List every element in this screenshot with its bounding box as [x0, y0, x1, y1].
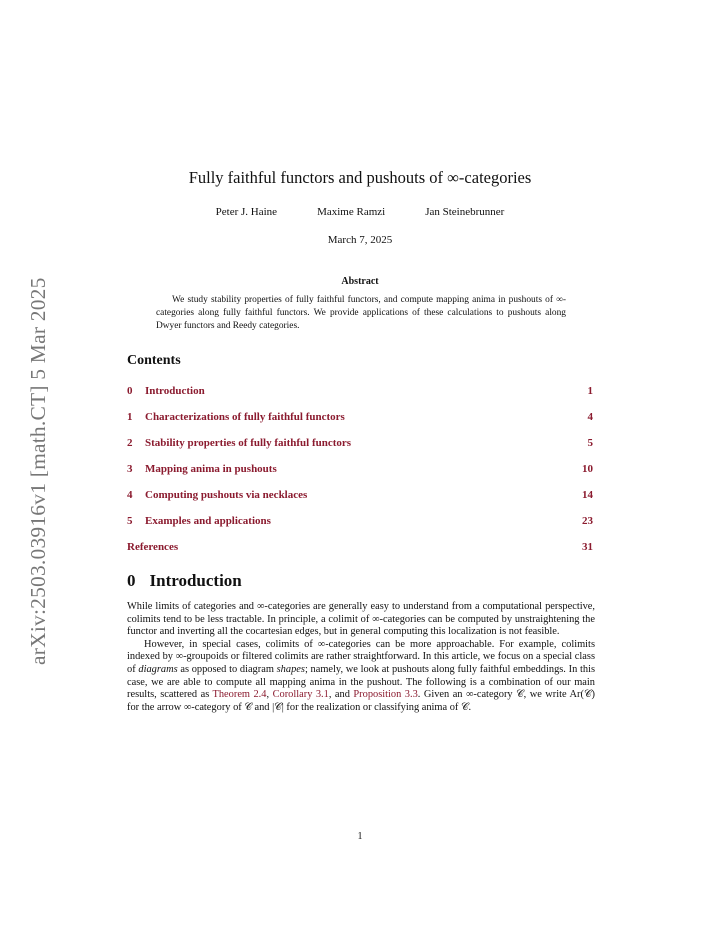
corollary-link[interactable]: Corollary 3.1: [272, 689, 329, 701]
text-run: as opposed to diagram: [177, 663, 277, 675]
paragraph: While limits of categories and ∞-categories are generally easy to understand from a computational perspective, colimits tend to be less tractable. In principle, a colimit of ∞-categories can be computed by unstraightening the functor and inverting all the cocartesian edges, but in general computing this localization is not feasible.: [127, 601, 595, 638]
toc-entry-characterizations[interactable]: [127, 404, 593, 430]
toc-label[interactable]: Introduction: [145, 385, 205, 397]
toc-page[interactable]: 4: [587, 411, 593, 423]
contents-heading: Contents: [127, 353, 181, 368]
toc-label[interactable]: Computing pushouts via necklaces: [145, 489, 308, 501]
toc-entry-introduction[interactable]: [127, 378, 593, 404]
text-run: . Given an ∞-category 𝒞, we write Ar(𝒞) for the arrow ∞-category of 𝒞 and |𝒞| for the realization or classifying anima of 𝒞.: [127, 689, 595, 713]
text-run: , and: [328, 689, 354, 701]
arxiv-identifier: arXiv:2503.03916v1 [math.CT] 5 Mar 2025: [26, 277, 50, 665]
author: Jan Steinebrunner: [425, 206, 505, 218]
toc-label[interactable]: Characterizations of fully faithful functors: [145, 411, 345, 423]
text-run: However, in special cases, colimits of ∞-categories can be more approachable. For example, colimits indexed by ∞-groupoids or filtered colimits are rather straightforward. In this article, we focus on a special class of: [127, 638, 595, 675]
author: Peter J. Haine: [215, 206, 278, 218]
toc-page[interactable]: 1: [587, 385, 593, 397]
proposition-link[interactable]: Proposition 3.3: [353, 689, 418, 701]
section-heading: [127, 571, 242, 591]
text-run: ,: [266, 689, 273, 701]
section-title: Introduction: [149, 571, 242, 590]
emphasis: shapes: [276, 663, 305, 675]
paragraph: [127, 639, 595, 715]
section-number: 0: [127, 571, 136, 590]
toc-entry-mapping-anima[interactable]: [127, 456, 593, 482]
toc-number: 0: [127, 385, 133, 397]
author: Maxime Ramzi: [317, 206, 386, 218]
toc-label[interactable]: Stability properties of fully faithful functors: [145, 437, 352, 449]
toc-entry-necklaces[interactable]: [127, 482, 593, 508]
abstract-text: We study stability properties of fully faithful functors, and compute mapping anima in pushouts of ∞-categories along fully faithful functors. We provide applications of these calculations to pushouts along Dwyer functors and Reedy categories.: [156, 295, 566, 331]
toc-number: 4: [127, 489, 133, 501]
toc-number: 2: [127, 437, 133, 449]
toc-number: 3: [127, 463, 133, 475]
toc-label[interactable]: Examples and applications: [145, 515, 271, 527]
abstract-heading: Abstract: [341, 276, 379, 287]
toc-number: 1: [127, 411, 133, 423]
author-list: [0, 206, 720, 218]
introduction-body: [127, 601, 595, 714]
theorem-link[interactable]: Theorem 2.4: [212, 689, 267, 701]
toc-page[interactable]: 14: [582, 489, 593, 501]
toc-page[interactable]: 10: [582, 463, 593, 475]
toc-page[interactable]: 31: [582, 541, 593, 553]
paper-title: Fully faithful functors and pushouts of ∞-categories: [188, 168, 532, 187]
toc-number: 5: [127, 515, 133, 527]
toc-label[interactable]: References: [127, 541, 179, 553]
toc-entry-references[interactable]: [127, 534, 593, 560]
toc-entry-stability[interactable]: [127, 430, 593, 456]
paper-date: March 7, 2025: [327, 234, 393, 246]
text-run: ; namely, we look at pushouts along fully faithful embeddings. In this case, we are able to compute all mapping anima in the pushout. The following is a combination of our main results, scattered as: [127, 663, 595, 701]
emphasis: diagrams: [138, 663, 178, 675]
toc-page[interactable]: 5: [587, 437, 593, 449]
table-of-contents: [127, 378, 593, 560]
toc-entry-examples[interactable]: [127, 508, 593, 534]
page-number: 1: [357, 831, 363, 842]
toc-label[interactable]: Mapping anima in pushouts: [145, 463, 277, 475]
toc-page[interactable]: 23: [582, 515, 593, 527]
